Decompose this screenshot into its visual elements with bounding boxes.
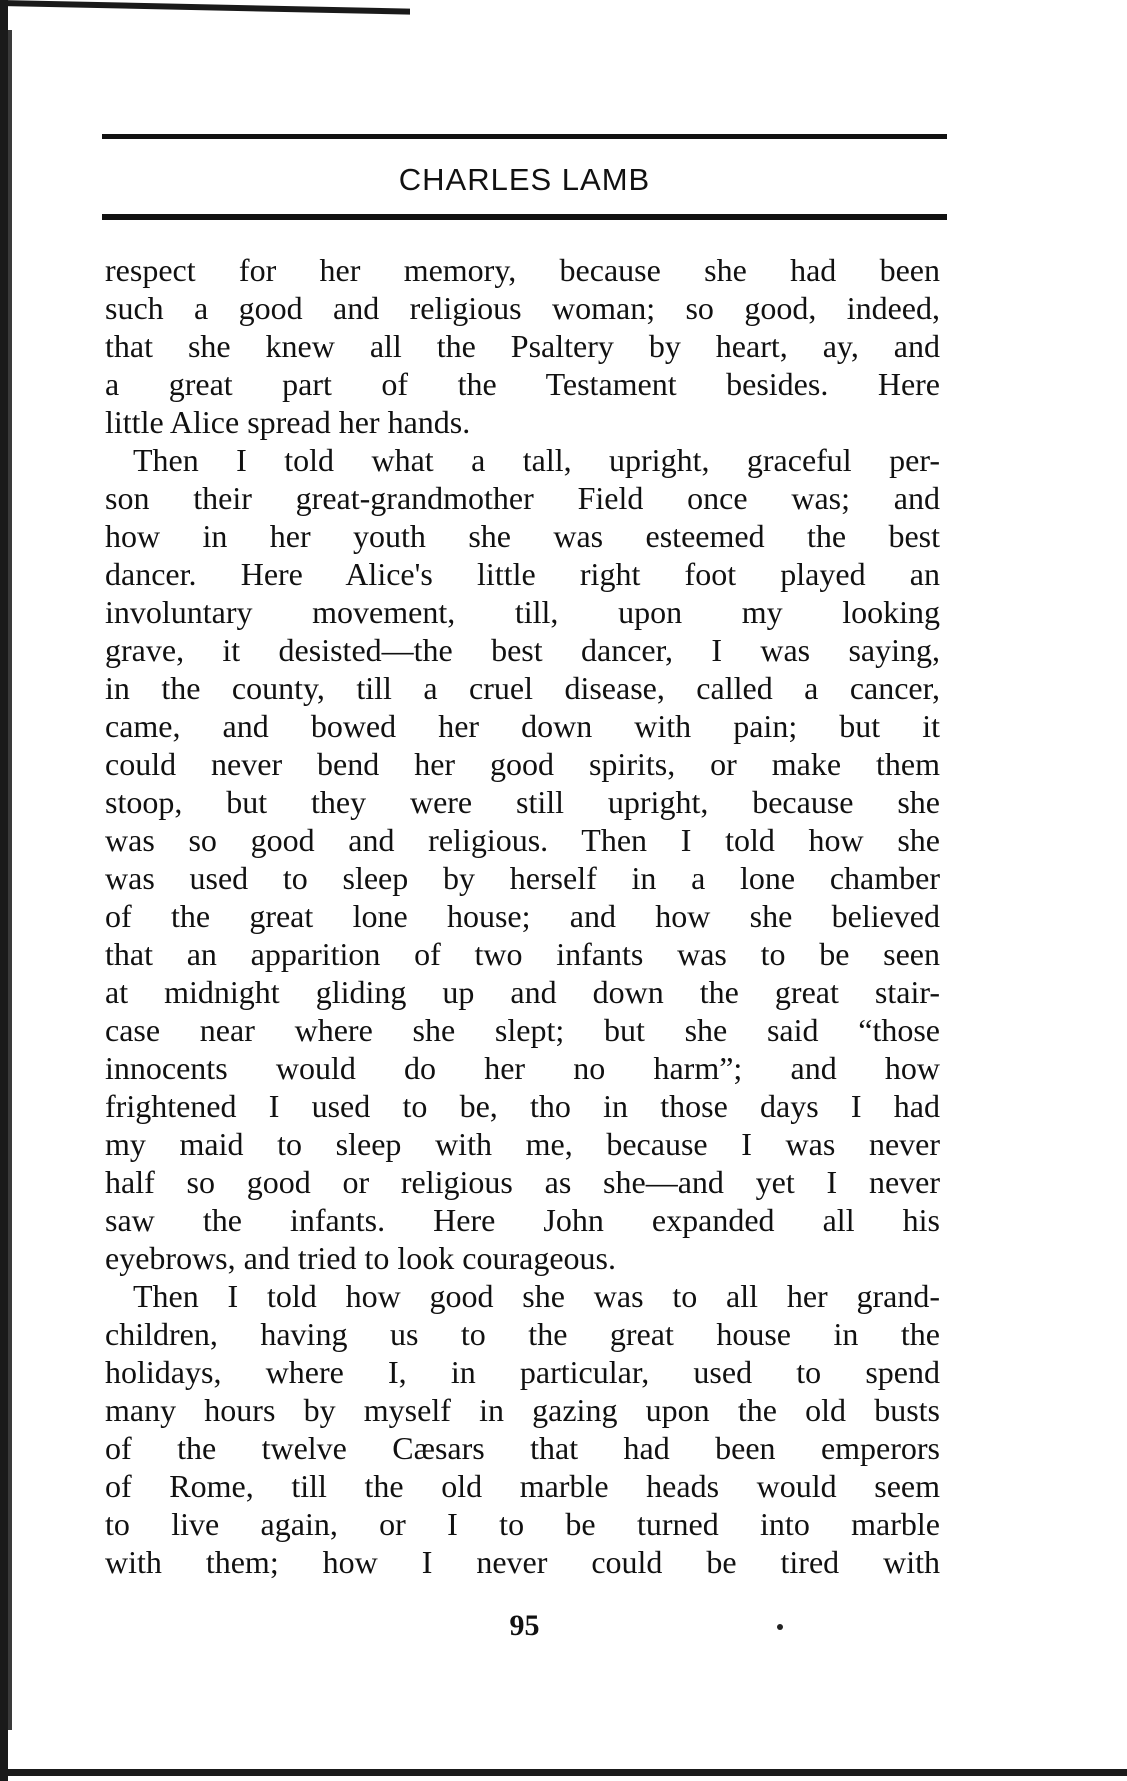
print-speck xyxy=(777,1624,783,1630)
text-line: my maid to sleep with me, because I was never xyxy=(105,1126,940,1162)
text-line: dancer. Here Alice's little right foot played an xyxy=(105,556,940,592)
text-line: eyebrows, and tried to look courageous. xyxy=(105,1240,616,1276)
text-line: of the twelve Cæsars that had been emperors xyxy=(105,1430,940,1466)
text-line: respect for her memory, because she had been xyxy=(105,252,940,288)
text-line: a great part of the Testament besides. Here xyxy=(105,366,940,402)
running-title: CHARLES LAMB xyxy=(398,162,651,197)
text-line: such a good and religious woman; so good, indeed, xyxy=(105,290,940,326)
text-line: that an apparition of two infants was to be seen xyxy=(105,936,940,972)
text-line: of the great lone house; and how she believed xyxy=(105,898,940,934)
text-line: saw the infants. Here John expanded all his xyxy=(105,1202,940,1238)
text-line: that she knew all the Psaltery by heart, ay, and xyxy=(105,328,940,364)
text-line: many hours by myself in gazing upon the old busts xyxy=(105,1392,940,1428)
page-left-edge-shadow xyxy=(0,0,8,1781)
text-line: Then I told what a tall, upright, graceful per- xyxy=(133,442,940,478)
text-line: holidays, where I, in particular, used to spend xyxy=(105,1354,940,1390)
body-text xyxy=(105,251,940,1581)
text-line: in the county, till a cruel disease, called a cancer, xyxy=(105,670,940,706)
text-line: was so good and religious. Then I told how she xyxy=(105,822,940,858)
text-line: Then I told how good she was to all her grand- xyxy=(133,1278,940,1314)
page-top-edge-shadow xyxy=(0,0,410,15)
text-line: case near where she slept; but she said “those xyxy=(105,1012,940,1048)
page-number: 95 xyxy=(509,1609,540,1642)
header-top-rule xyxy=(102,134,947,139)
text-line: was used to sleep by herself in a lone chamber xyxy=(105,860,940,896)
text-line: how in her youth she was esteemed the best xyxy=(105,518,940,554)
page-bottom-edge-shadow xyxy=(0,1769,1127,1776)
header-bottom-rule xyxy=(102,214,947,220)
text-line: little Alice spread her hands. xyxy=(105,404,471,440)
text-line: son their great-grandmother Field once was; and xyxy=(105,480,940,516)
text-line: stoop, but they were still upright, because she xyxy=(105,784,940,820)
text-line: came, and bowed her down with pain; but it xyxy=(105,708,940,744)
text-line: to live again, or I to be turned into marble xyxy=(105,1506,940,1542)
text-line: frightened I used to be, tho in those days I had xyxy=(105,1088,940,1124)
text-line: with them; how I never could be tired with xyxy=(105,1544,940,1580)
text-line: innocents would do her no harm”; and how xyxy=(105,1050,940,1086)
text-line: involuntary movement, till, upon my looking xyxy=(105,594,940,630)
text-line: half so good or religious as she—and yet I never xyxy=(105,1164,940,1200)
text-line: children, having us to the great house in the xyxy=(105,1316,940,1352)
text-line: at midnight gliding up and down the great stair- xyxy=(105,974,940,1010)
text-line: of Rome, till the old marble heads would seem xyxy=(105,1468,940,1504)
page-left-edge-inner-shadow xyxy=(8,30,12,1730)
text-line: could never bend her good spirits, or make them xyxy=(105,746,940,782)
text-line: grave, it desisted—the best dancer, I was saying, xyxy=(105,632,940,668)
